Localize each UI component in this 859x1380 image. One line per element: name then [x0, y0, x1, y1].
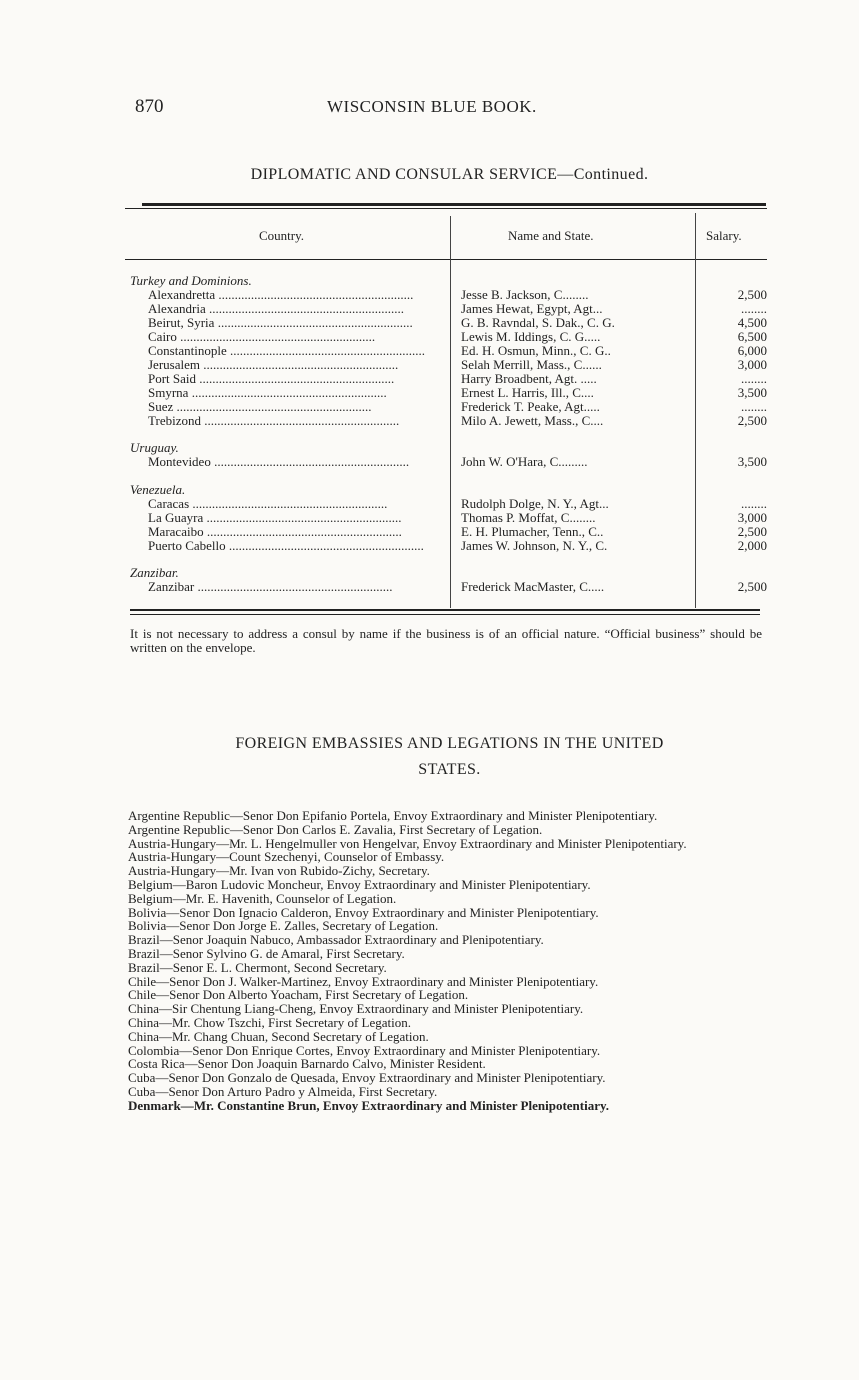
embassy-entry: Brazil—Senor E. L. Chermont, Second Secretary.: [128, 959, 387, 975]
consul-name-cell: Milo A. Jewett, Mass., C....: [461, 413, 604, 428]
consul-name-cell: E. H. Plumacher, Tenn., C..: [461, 524, 604, 539]
embassy-entry: Cuba—Senor Don Arturo Padro y Almeida, First Secretary.: [128, 1083, 438, 1099]
place-name: Alexandretta: [148, 288, 216, 302]
consul-name-cell: Jesse B. Jackson, C........: [461, 287, 589, 302]
place-cell: [148, 580, 444, 594]
embassy-entry: Brazil—Senor Joaquin Nabuco, Ambassador Extraordinary and Plenipotentiary.: [128, 932, 544, 948]
place-name: Beirut, Syria: [148, 316, 215, 330]
place-name: Port Said: [148, 372, 197, 386]
place-name: Constantinople: [148, 344, 227, 358]
consul-name-cell: Frederick MacMaster, C.....: [461, 579, 605, 594]
salary-cell: 2,000: [737, 538, 767, 553]
header-name-state: Name and State.: [508, 228, 594, 243]
salary-cell: ........: [741, 496, 767, 511]
salary-cell: 3,500: [737, 385, 767, 400]
embassy-entry: Belgium—Mr. E. Havenith, Counselor of Legation.: [128, 890, 397, 906]
place-cell: [148, 525, 444, 539]
embassy-entry: Bolivia—Senor Don Ignacio Calderon, Envoy Extraordinary and Minister Plenipotentiary.: [128, 904, 599, 920]
dot-leader: ............................................................: [226, 344, 425, 358]
dot-leader: ............................................................: [203, 511, 402, 525]
section-title: DIPLOMATIC AND CONSULAR SERVICE—Continued.: [250, 166, 649, 183]
place-name: Puerto Cabello: [148, 539, 226, 553]
dot-leader: ............................................................: [188, 386, 387, 400]
table-bottom-rule-thin: [130, 614, 760, 615]
consul-name-cell: Thomas P. Moffat, C........: [461, 510, 596, 525]
consul-name-cell: Selah Merrill, Mass., C......: [461, 357, 602, 372]
place-cell: [148, 497, 444, 511]
consul-name-cell: James W. Johnson, N. Y., C.: [461, 538, 608, 553]
consul-name-cell: Harry Broadbent, Agt. .....: [461, 371, 597, 386]
place-name: Suez: [148, 400, 174, 414]
salary-cell: 2,500: [737, 579, 767, 594]
embassy-entry: Cuba—Senor Don Gonzalo de Quesada, Envoy Extraordinary and Minister Plenipotentiary.: [128, 1070, 606, 1086]
place-cell: [148, 386, 444, 400]
place-cell: [148, 455, 444, 469]
consul-name-cell: Ernest L. Harris, Ill., C....: [461, 385, 594, 400]
embassies-title-line-2: STATES.: [418, 761, 481, 778]
place-cell: [148, 316, 444, 330]
embassy-entry: Bolivia—Senor Don Jorge E. Zalles, Secretary of Legation.: [128, 918, 439, 934]
table-footnote: It is not necessary to address a consul by name if the business is of an official nature. “Official business” should be written on the envelope.: [130, 626, 762, 655]
place-cell: [148, 372, 444, 386]
dot-leader: ............................................................: [194, 580, 393, 594]
embassy-entry: Brazil—Senor Sylvino G. de Amaral, First Secretary.: [128, 945, 405, 961]
consul-name-cell: Ed. H. Osmun, Minn., C. G..: [461, 343, 611, 358]
place-name: Smyrna: [148, 386, 189, 400]
salary-cell: 3,500: [737, 454, 767, 469]
country-group-heading: Turkey and Dominions.: [130, 273, 252, 288]
place-name: Jerusalem: [148, 358, 200, 372]
dot-leader: ............................................................: [205, 302, 405, 316]
dot-leader: ............................................................: [215, 288, 414, 302]
salary-cell: 6,500: [737, 329, 767, 344]
embassy-entry: Chile—Senor Don J. Walker-Martinez, Envoy Extraordinary and Minister Plenipotentiary.: [128, 973, 599, 989]
place-name: Trebizond: [148, 414, 201, 428]
dot-leader: ............................................................: [173, 400, 372, 414]
salary-cell: 2,500: [737, 413, 767, 428]
header-salary: Salary.: [706, 228, 742, 243]
embassy-entry: Belgium—Baron Ludovic Moncheur, Envoy Extraordinary and Minister Plenipotentiary.: [128, 876, 591, 892]
embassy-entry: Chile—Senor Don Alberto Yoacham, First Secretary of Legation.: [128, 987, 469, 1003]
salary-cell: 4,500: [737, 315, 767, 330]
dot-leader: ............................................................: [225, 539, 424, 553]
embassy-entry: Denmark—Mr. Constantine Brun, Envoy Extraordinary and Minister Plenipotentiary.: [128, 1097, 610, 1113]
salary-cell: 3,000: [737, 357, 767, 372]
consul-name-cell: G. B. Ravndal, S. Dak., C. G.: [461, 315, 615, 330]
table-top-rule: [142, 203, 766, 206]
consul-name-cell: Frederick T. Peake, Agt.....: [461, 399, 600, 414]
place-name: Zanzibar: [148, 580, 195, 594]
embassy-entry: China—Mr. Chang Chuan, Second Secretary of Legation.: [128, 1028, 429, 1044]
embassy-entry: Austria-Hungary—Count Szechenyi, Counselor of Embassy.: [128, 849, 445, 865]
consul-name-cell: John W. O'Hara, C.........: [461, 454, 588, 469]
place-cell: [148, 344, 444, 358]
embassy-entry: Austria-Hungary—Mr. Ivan von Rubido-Zichy, Secretary.: [128, 863, 430, 879]
running-head: WISCONSIN BLUE BOOK.: [327, 97, 537, 116]
dot-leader: ............................................................: [214, 316, 413, 330]
salary-cell: ........: [741, 399, 767, 414]
place-cell: [148, 414, 444, 428]
salary-cell: 6,000: [737, 343, 767, 358]
place-name: La Guayra: [148, 511, 204, 525]
place-cell: [148, 330, 444, 344]
header-bottom-rule: [125, 259, 767, 260]
place-name: Maracaibo: [148, 525, 204, 539]
salary-cell: 2,500: [737, 524, 767, 539]
place-cell: [148, 400, 444, 414]
salary-cell: 2,500: [737, 287, 767, 302]
page-number: 870: [135, 96, 164, 117]
dot-leader: ............................................................: [196, 372, 395, 386]
dot-leader: ............................................................: [189, 497, 388, 511]
salary-cell: 3,000: [737, 510, 767, 525]
column-divider-1: [450, 216, 451, 608]
place-cell: [148, 288, 444, 302]
consul-name-cell: James Hewat, Egypt, Agt...: [461, 301, 603, 316]
embassies-list: [128, 809, 760, 1113]
place-name: Caracas: [148, 497, 190, 511]
embassy-entry: China—Mr. Chow Tszchi, First Secretary of Legation.: [128, 1014, 411, 1030]
embassy-entry: Argentine Republic—Senor Don Epifanio Portela, Envoy Extraordinary and Minister Plenipotentiary.: [128, 808, 658, 823]
dot-leader: ............................................................: [203, 525, 402, 539]
table-top-rule-thin: [125, 208, 767, 209]
place-name: Montevideo: [148, 455, 211, 469]
embassy-entry: Colombia—Senor Don Enrique Cortes, Envoy Extraordinary and Minister Plenipotentiary.: [128, 1042, 601, 1058]
dot-leader: ............................................................: [210, 455, 410, 469]
place-cell: [148, 302, 444, 316]
embassy-entry: China—Sir Chentung Liang-Cheng, Envoy Extraordinary and Minister Plenipotentiary.: [128, 1001, 584, 1017]
column-divider-2: [695, 213, 696, 608]
place-name: Cairo: [148, 330, 177, 344]
embassy-entry: Costa Rica—Senor Don Joaquin Barnardo Calvo, Minister Resident.: [128, 1056, 486, 1072]
consul-name-cell: Rudolph Dolge, N. Y., Agt...: [461, 496, 609, 511]
dot-leader: ............................................................: [199, 358, 399, 372]
header-country: Country.: [259, 228, 305, 243]
dot-leader: ............................................................: [176, 330, 376, 344]
embassy-entry: Argentine Republic—Senor Don Carlos E. Zavalia, First Secretary of Legation.: [128, 821, 543, 837]
place-cell: [148, 511, 444, 525]
salary-cell: ........: [741, 371, 767, 386]
place-name: Alexandria: [148, 302, 206, 316]
country-group-heading: Venezuela.: [130, 482, 186, 497]
embassies-title-line-1: FOREIGN EMBASSIES AND LEGATIONS IN THE UNITED: [235, 735, 664, 752]
salary-cell: ........: [741, 301, 767, 316]
consul-name-cell: Lewis M. Iddings, C. G.....: [461, 329, 601, 344]
place-cell: [148, 358, 444, 372]
place-cell: [148, 539, 444, 553]
country-group-heading: Zanzibar.: [130, 565, 179, 580]
embassy-entry: Austria-Hungary—Mr. L. Hengelmuller von Hengelvar, Envoy Extraordinary and Minister Plenipotentiary.: [128, 835, 687, 851]
table-bottom-rule: [130, 609, 760, 611]
country-group-heading: Uruguay.: [130, 440, 179, 455]
embassies-title: [0, 731, 859, 783]
dot-leader: ............................................................: [200, 414, 400, 428]
